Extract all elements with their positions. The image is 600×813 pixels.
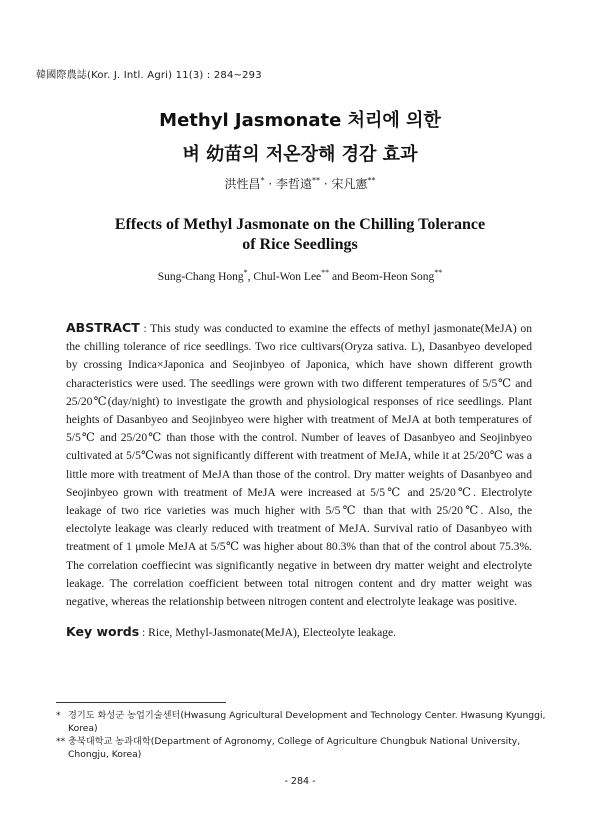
korean-title-line-1: Methyl Jasmonate 처리에 의한 xyxy=(159,110,441,131)
korean-title-line-2: 벼 幼苗의 저온장해 경감 효과 xyxy=(182,144,418,165)
footnote-text: 충북대학교 농과대학(Department of Agronomy, College of Agriculture Chungbuk National University, Chongju, Korea) xyxy=(68,736,521,760)
keywords-label: Key words xyxy=(66,624,140,639)
affiliation-mark: ** xyxy=(434,268,443,277)
footnote-rule xyxy=(56,702,226,703)
author-separator: · xyxy=(264,177,276,191)
english-author-3: Beom-Heon Song xyxy=(351,270,435,283)
footnote-mark: ** xyxy=(56,736,66,747)
affiliation-mark: ** xyxy=(321,268,330,277)
abstract-text: This study was conducted to examine the effects of methyl jasmonate(MeJA) on the chilling tolerance of rice seedlings. Two rice cultivars(Oryza sativa. L), Dasanbyeo developed by crossing Indica×Japonica and Seojinbyeo of Japonica, which have shown different growth characteristics were used. The seedlings were grown with two different temperatures of 5/5℃ and 25/20℃(day/night) to investigate the growth and physiological responses of rice seedlings. Plant heights of Dasanbyeo and Seojinbyeo were higher with treatment of MeJA at both temperatures of 5/5℃ and 25/20℃ than those with the control. Number of leaves of Dasanbyeo and Seojinbyeo cultivated at 5/5℃was not significantly different with treatment of MeJA, while it at 25/20℃ was a little more with treatment of MeJA than those of the control. Dry matter weights of Dasanbyeo and Seojinbyeo grown with treatment of MeJA were increased at 5/5℃ and 25/20℃. Electrolyte leakage of two rice varieties was much higher with 5/5℃ than that with 25/20℃. Also, the electolyte leakage was clearly reduced with treatment of MeJA. Survival ratio of Dasanbyeo with treatment of 1 μmole MeJA at 5/5℃ was higher about 80.3% than that of the control about 75.3%. The correlation coeffiecint was significantly negative in between dry matter weight and electrolyte leakage. The correlation coefficient between total nitrogen content and dry matter weight was negative, whereas the relationship between nitrogen content and electrolyte leakage was positive. xyxy=(66,322,532,609)
affiliation-mark: * xyxy=(260,176,265,185)
abstract-separator: : xyxy=(139,322,151,335)
footnote-mark: * xyxy=(56,710,61,721)
english-authors xyxy=(0,268,600,283)
english-author-1: Sung-Chang Hong xyxy=(157,270,244,283)
korean-author-2: 李哲遠 xyxy=(275,177,312,191)
english-title-line-1: Effects of Methyl Jasmonate on the Chilling Tolerance xyxy=(114,216,486,233)
english-title-line-2: of Rice Seedlings xyxy=(242,236,358,253)
author-separator: , xyxy=(247,270,254,283)
abstract xyxy=(66,319,532,611)
korean-authors xyxy=(0,175,600,192)
journal-citation: 韓國際農誌(Kor. J. Intl. Agri) 11(3) : 284~293 xyxy=(36,70,262,81)
author-separator: · xyxy=(320,177,332,191)
keywords-separator: : xyxy=(139,626,149,639)
english-author-2: Chul-Won Lee xyxy=(253,270,322,283)
affiliation-mark: ** xyxy=(367,176,376,185)
korean-author-3: 宋凡憲 xyxy=(331,177,368,191)
korean-author-1: 洪性昌 xyxy=(224,177,261,191)
affiliation-mark: * xyxy=(243,268,248,277)
footnotes xyxy=(56,709,546,761)
keywords xyxy=(66,624,532,639)
affiliation-mark: ** xyxy=(312,176,320,185)
footnote-1 xyxy=(56,709,546,735)
abstract-label: ABSTRACT xyxy=(66,320,140,335)
footnote-text: 경기도 화성군 농업기술센터(Hwasung Agricultural Development and Technology Center. Hwasung Kyunggi, Korea) xyxy=(68,710,546,734)
keywords-text: Rice, Methyl-Jasmonate(MeJA), Electeolyte leakage. xyxy=(148,626,397,639)
author-separator: and xyxy=(329,270,352,283)
footnote-2 xyxy=(56,735,546,761)
page-number: - 284 - xyxy=(284,776,316,787)
